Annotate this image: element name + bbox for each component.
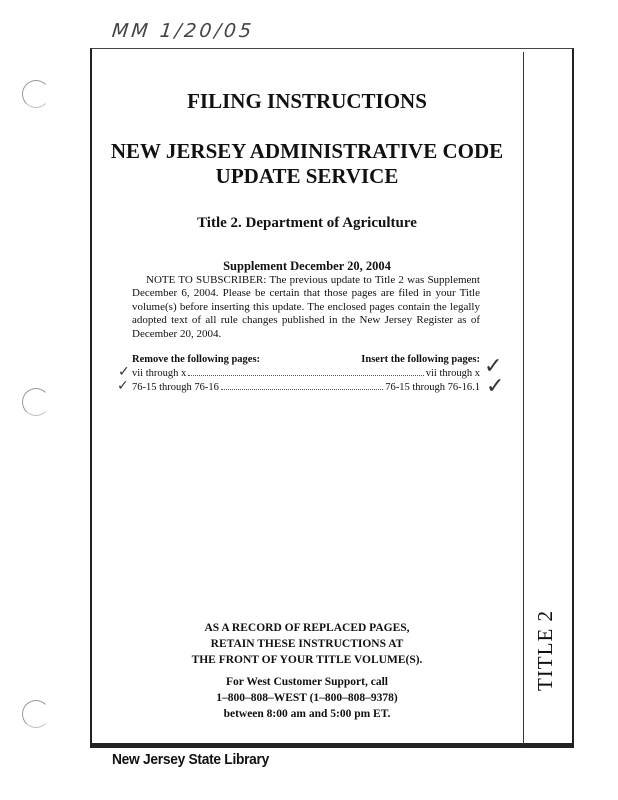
support-hours: between 8:00 am and 5:00 pm ET.	[223, 708, 391, 720]
library-stamp: New Jersey State Library	[112, 752, 270, 768]
customer-support	[92, 674, 522, 722]
remove-pages: 76-15 through 76-16	[132, 382, 219, 393]
punch-hole-bottom	[22, 700, 50, 728]
insert-pages: vii through x	[425, 368, 480, 379]
checkmark-icon: ✓	[484, 354, 503, 379]
code-title-line1: NEW JERSEY ADMINISTRATIVE CODE	[110, 139, 504, 163]
table-row	[132, 381, 480, 395]
code-title	[92, 139, 522, 189]
remove-pages: vii through x	[132, 368, 187, 379]
remove-header: Remove the following pages:	[132, 354, 261, 365]
supplement-date: Supplement December 20, 2004	[223, 259, 391, 273]
leader-dots	[188, 375, 424, 376]
insert-pages: 76-15 through 76-16.1	[385, 382, 480, 393]
support-line1: For West Customer Support, call	[226, 676, 388, 688]
page-title: FILING INSTRUCTIONS	[187, 89, 427, 113]
checkmark-icon: ✓	[486, 374, 505, 399]
title-tab-label: TITLE 2	[533, 609, 558, 691]
support-phone: 1–800–808–WEST (1–800–808–9378)	[216, 692, 398, 704]
record-notice	[92, 620, 522, 668]
checkmark-icon: ✓	[117, 378, 129, 394]
code-title-line2: UPDATE SERVICE	[215, 164, 399, 188]
record-notice-line1: AS A RECORD OF REPLACED PAGES,	[204, 622, 410, 634]
insert-header: Insert the following pages:	[361, 354, 480, 365]
table-row	[132, 367, 480, 381]
handwritten-note: MM 1/20/05	[110, 20, 256, 42]
checkmark-icon: ✓	[118, 364, 130, 380]
record-notice-line2: RETAIN THESE INSTRUCTIONS AT	[210, 638, 404, 650]
pages-table-header	[132, 354, 480, 365]
subscriber-note: NOTE TO SUBSCRIBER: The previous update to Title 2 was Supplement December 6, 2004. Please be certain that those pages are filed in your Title volume(s) before inserting this update. The enclosed pages contain the legally adopted text of all rule changes published in the New Jersey Register as of December 20, 2004.	[132, 274, 480, 340]
title-number: Title 2. Department of Agriculture	[197, 215, 417, 231]
record-notice-line3: THE FRONT OF YOUR TITLE VOLUME(S).	[191, 654, 423, 666]
leader-dots	[221, 389, 383, 390]
punch-hole-middle	[22, 388, 50, 416]
punch-hole-top	[22, 80, 50, 108]
frame-bottom-rule	[90, 743, 572, 746]
title-tab	[522, 600, 570, 700]
pages-table	[132, 354, 480, 395]
